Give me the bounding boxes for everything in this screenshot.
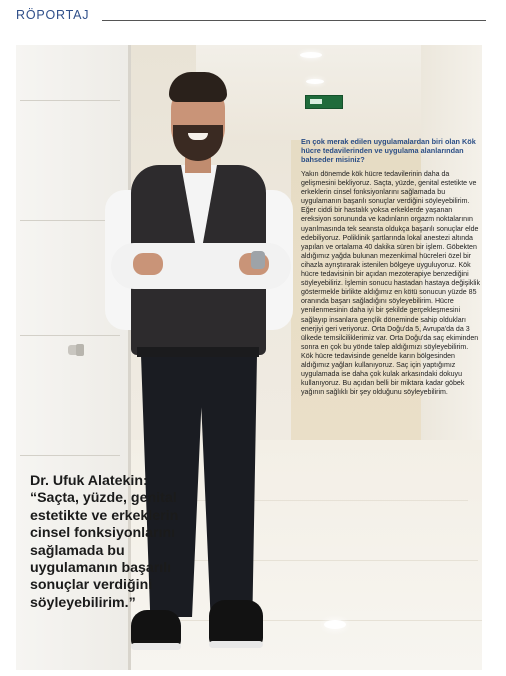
shoe-sole [131,643,181,650]
section-label: RÖPORTAJ [16,8,90,22]
pull-quote: Dr. Ufuk Alatekin: “Saçta, yüzde, genital estetikte ve erkeklerin cinsel fonksiyonlarını sağlamada bu uygulamanın başarılı sonuçlar verdiğini söyleyebilirim.” [30,473,179,611]
ceiling-light [300,52,322,58]
door-handle-icon [76,344,84,356]
interview-question: En çok merak edilen uygulamalardan biri olan Kök hücre tedavilerinden ve uygulama alanlarından bahseder misiniz? [301,137,476,165]
ceiling-light [306,79,324,84]
belt [137,347,259,357]
header-rule [102,20,486,21]
interview-answer: Yakın dönemde kök hücre tedavilerinin daha da gelişmesini bekliyoruz. Saçta, yüzde, genital estetikte ve erkeklerin cinsel fonksiyonlarını sağlamada bu uygulamanın başarılı sonuçlar verdiğini söyleyebilirim. Eğer ciddi bir hastalık yoksa erkeklerde yaşanan ereksiyon sorununda ve kadınların orgazm noktalarının uyarılmasında tek seansta oldukça başarılı sonuçlar elde edebiliyoruz. Poliklinik şartlarında lokal anestezi altında yapılan ve ortalama 40 dakika süren bir işlem. Göbekten aldığımız yağda bulunan mezenkimal hücreleri özel bir cihazla ayrıştırarak istenilen bölgeye uyguluyoruz. Kök hücre tedavisinin bir açıdan mezoterapiye benzediğini söyleyebiliriz. İşlemin sonucu hastadan hastaya değişiklik göstermekle birlikte aldığımız en kötü sonucun yüzde 85 oranında başarı sağladığını söyleyebilirim. Hücre yenilenmesinin daha iyi bir şekilde gerçekleşmesini sağlayıp insanlara gençlik döneminde sahip oldukları enerjiyi geri veriyoruz. Orta Doğu'da 5, Avrupa'da da 3 ülkede temsilciliklerimiz var. Orta Doğu'da saç ekiminden sonra en çok bu yönde talep aldığımızı söyleyebilirim. Kök hücre tedavisinde genelde karın bölgesinden aldığımız yağları kullanıyoruz. Saç için yaptığımız uygulamada ise daha çok kulak arkasındaki dokuyu kullanıyoruz. Bu açıdan belli bir miktara kadar göbek yağının sağlıklı bir şey olduğunu söyleyebilirim. [301,171,481,397]
page-header [16,6,486,26]
watch-icon [251,251,265,269]
shoe-sole [209,641,263,648]
hair [169,72,227,102]
beard [173,125,223,161]
hand [133,253,163,275]
exit-sign-icon [305,95,343,109]
floor-reflection [324,620,346,629]
